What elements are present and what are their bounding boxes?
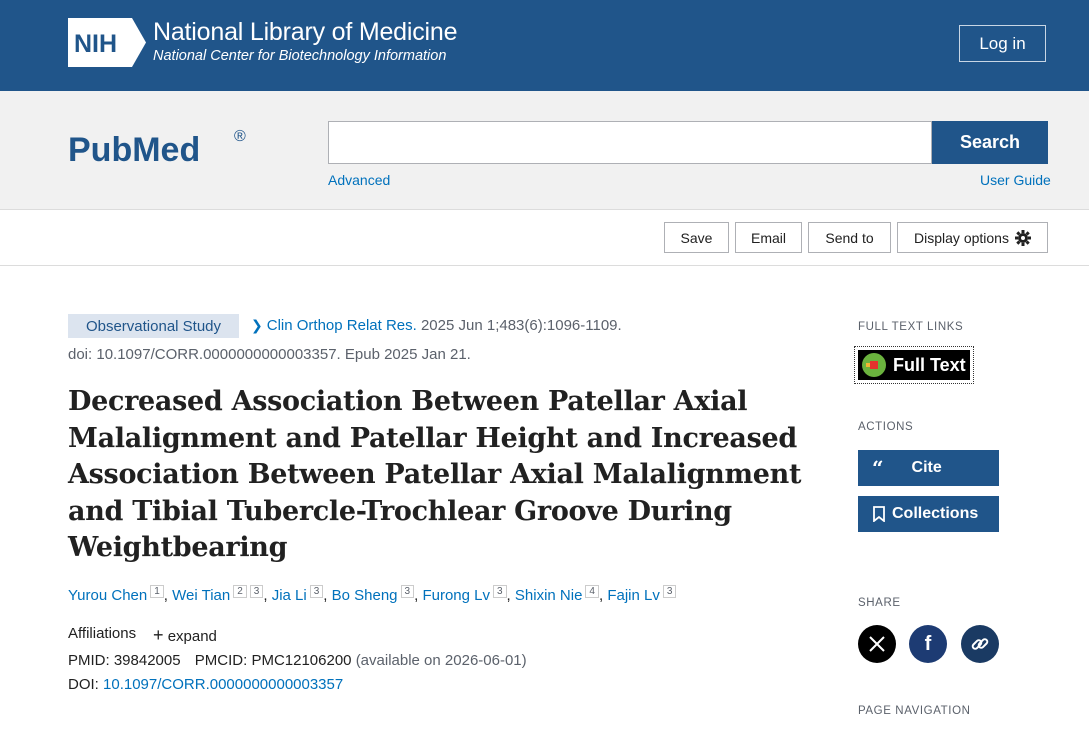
author-entry bbox=[515, 587, 599, 604]
author-name[interactable]: Shixin Nie bbox=[514, 587, 583, 604]
article-toolbar bbox=[0, 210, 1089, 266]
doi-link[interactable]: 10.1097/CORR.0000000000003357 bbox=[103, 676, 344, 693]
author-entry bbox=[607, 587, 676, 604]
author-name[interactable]: Jia Li bbox=[271, 587, 307, 604]
save-button[interactable]: Save bbox=[664, 222, 729, 253]
search-input[interactable] bbox=[328, 121, 932, 164]
author-name[interactable]: Furong Lv bbox=[422, 587, 490, 604]
advanced-search-link[interactable]: Advanced bbox=[328, 172, 391, 188]
display-options-button[interactable] bbox=[897, 222, 1048, 253]
publication-type-badge[interactable]: Observational Study bbox=[68, 314, 239, 338]
affiliation-ref[interactable]: 3 bbox=[493, 585, 507, 598]
author-separator: , bbox=[163, 587, 173, 604]
pmcid-label: PMCID: bbox=[194, 652, 248, 669]
pmid-label: PMID: bbox=[68, 652, 110, 669]
affiliation-ref[interactable]: 3 bbox=[401, 585, 415, 598]
author-separator: , bbox=[414, 587, 423, 604]
page-navigation-heading: PAGE NAVIGATION bbox=[858, 705, 971, 717]
cite-button[interactable] bbox=[858, 450, 999, 486]
x-logo-icon bbox=[868, 635, 886, 653]
nih-subtitle: National Center for Biotechnology Information bbox=[153, 48, 447, 64]
author-name[interactable]: Bo Sheng bbox=[331, 587, 398, 604]
share-x-button[interactable] bbox=[858, 625, 896, 663]
share-heading: SHARE bbox=[858, 597, 901, 609]
nih-badge-text: NIH bbox=[74, 30, 118, 58]
link-icon bbox=[970, 634, 990, 654]
quote-icon: “ bbox=[872, 456, 884, 480]
pmid-value: 39842005 bbox=[113, 652, 181, 669]
nih-header bbox=[0, 0, 1089, 91]
full-text-link[interactable] bbox=[854, 346, 974, 384]
cite-label: Cite bbox=[911, 459, 942, 476]
author-entry bbox=[332, 587, 414, 604]
author-entry bbox=[68, 587, 164, 604]
nih-title: National Library of Medicine bbox=[153, 18, 458, 46]
author-entry bbox=[272, 587, 324, 604]
pubmed-logo-text: PubMed bbox=[68, 131, 201, 169]
pmcid-value: PMC12106200 bbox=[251, 652, 352, 669]
search-band bbox=[0, 91, 1089, 210]
share-facebook-button[interactable] bbox=[909, 625, 947, 663]
doi-epub-line: doi: 10.1097/CORR.0000000000003357. Epub 2025 Jan 21. bbox=[68, 346, 471, 363]
expand-label: expand bbox=[167, 628, 217, 645]
full-text-label: Full Text bbox=[893, 354, 966, 375]
send-to-button[interactable]: Send to bbox=[808, 222, 891, 253]
journal-citation bbox=[251, 317, 622, 334]
email-button[interactable]: Email bbox=[735, 222, 802, 253]
doi-line bbox=[68, 676, 343, 693]
full-text-links-heading: FULL TEXT LINKS bbox=[858, 321, 964, 333]
author-name[interactable]: Wei Tian bbox=[172, 587, 231, 604]
author-separator: , bbox=[598, 587, 608, 604]
affiliation-ref[interactable]: 3 bbox=[663, 585, 677, 598]
facebook-icon: f bbox=[924, 632, 932, 655]
pubmed-reg-mark: ® bbox=[234, 128, 246, 145]
affiliation-ref[interactable]: 3 bbox=[310, 585, 324, 598]
collections-button[interactable] bbox=[858, 496, 999, 532]
affiliation-ref[interactable]: 3 bbox=[250, 585, 264, 598]
affiliation-ref[interactable]: 2 bbox=[233, 585, 247, 598]
author-separator: , bbox=[323, 587, 332, 604]
author-name[interactable]: Fajin Lv bbox=[607, 587, 660, 604]
user-guide-link[interactable]: User Guide bbox=[980, 172, 1051, 188]
journal-link[interactable]: Clin Orthop Relat Res. bbox=[266, 317, 417, 334]
author-entry bbox=[172, 587, 263, 604]
identifiers-line bbox=[68, 652, 527, 669]
author-list bbox=[68, 586, 676, 604]
article-title: Decreased Association Between Patellar Axial Malalignment and Patellar Height and Increased Association Between Patellar Axial Malalignment and Tibial Tubercle-Trochlear Groove During Weightbearing bbox=[68, 386, 802, 564]
login-button[interactable]: Log in bbox=[959, 25, 1046, 62]
affiliations-label: Affiliations bbox=[68, 625, 137, 642]
display-options-label: Display options bbox=[914, 229, 1009, 246]
share-permalink-button[interactable] bbox=[961, 625, 999, 663]
pmc-availability: (available on 2026-06-01) bbox=[355, 652, 527, 669]
plus-icon: + bbox=[153, 625, 164, 645]
author-separator: , bbox=[263, 587, 272, 604]
collections-label: Collections bbox=[892, 505, 979, 522]
wolters-kluwer-icon bbox=[861, 352, 887, 378]
search-button[interactable]: Search bbox=[932, 121, 1048, 164]
author-name[interactable]: Yurou Chen bbox=[68, 587, 148, 604]
author-entry bbox=[422, 587, 506, 604]
gear-icon bbox=[1015, 230, 1031, 246]
actions-heading: ACTIONS bbox=[858, 421, 914, 433]
bookmark-icon bbox=[873, 506, 885, 522]
affiliation-ref[interactable]: 1 bbox=[150, 585, 164, 598]
chevron-right-icon: ❯ bbox=[251, 317, 263, 333]
citation-details: 2025 Jun 1;483(6):1096-1109. bbox=[416, 317, 622, 334]
author-separator: , bbox=[506, 587, 515, 604]
nih-logo[interactable] bbox=[68, 18, 146, 67]
affiliations-expand[interactable] bbox=[153, 625, 217, 646]
affiliation-ref[interactable]: 4 bbox=[585, 585, 599, 598]
pubmed-logo[interactable] bbox=[66, 116, 251, 176]
doi-label: DOI: bbox=[68, 676, 99, 693]
